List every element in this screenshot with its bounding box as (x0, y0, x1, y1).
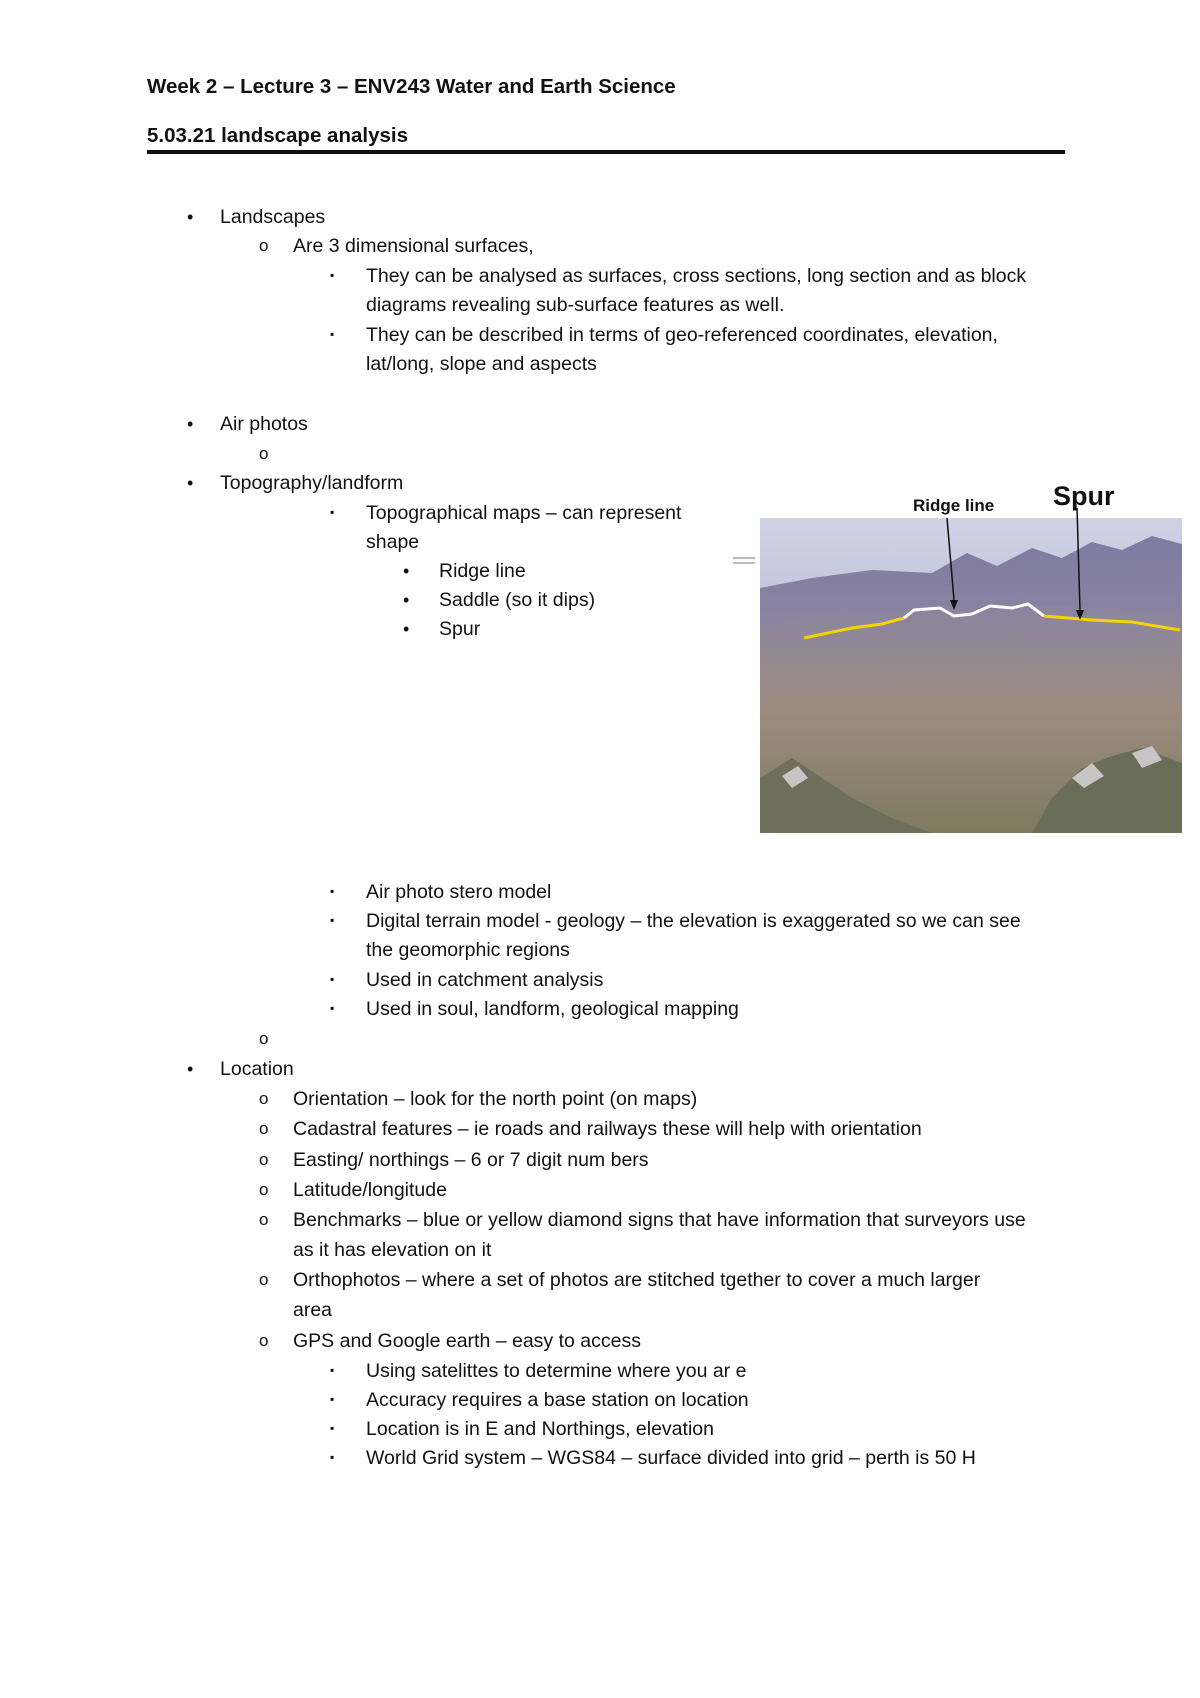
bullet-level3: ▪ (330, 1421, 335, 1435)
figure-label-ridge-line: Ridge line (913, 496, 995, 515)
location-label: Location (220, 1058, 294, 1080)
bullet-level2: o (259, 236, 269, 255)
loc-easting: Easting/ northings – 6 or 7 digit num bers (293, 1149, 649, 1171)
landscapes-point2-line2: lat/long, slope and aspects (366, 353, 597, 375)
bullet-level1: • (187, 1059, 194, 1079)
loc-gps: GPS and Google earth – easy to access (293, 1330, 641, 1352)
bullet-level3: ▪ (330, 1001, 335, 1015)
topo-maps-line2: shape (366, 531, 420, 553)
bullet-level2-empty: o (259, 1029, 269, 1048)
landscapes-point1-line1: They can be analysed as surfaces, cross sections, long section and as block (366, 265, 1027, 287)
bullet-level2: o (259, 1180, 269, 1199)
figure-label-spur: Spur (1053, 481, 1115, 511)
topo-mapping: Used in soul, landform, geological mapping (366, 998, 739, 1020)
gps-point-accuracy: Accuracy requires a base station on location (366, 1389, 749, 1411)
bullet-level2: o (259, 1210, 269, 1229)
topo-maps-line1: Topographical maps – can represent (366, 502, 682, 524)
bullet-level2: o (259, 1270, 269, 1289)
topo-dtm-line2: the geomorphic regions (366, 939, 570, 961)
loc-orientation: Orientation – look for the north point (on maps) (293, 1088, 698, 1110)
bullet-level2-empty: o (259, 444, 269, 463)
page-subtitle: 5.03.21 landscape analysis (147, 124, 408, 147)
gps-point-satellites: Using satelittes to determine where you ar e (366, 1360, 747, 1382)
bullet-level3: ▪ (330, 1363, 335, 1377)
air-photos-label: Air photos (220, 413, 308, 435)
bullet-level4: • (403, 619, 410, 639)
title-rule (147, 150, 1065, 154)
bullet-level3: ▪ (330, 327, 335, 341)
bullet-level1: • (187, 473, 194, 493)
bullet-level3: ▪ (330, 913, 335, 927)
loc-bench-line2: as it has elevation on it (293, 1239, 492, 1261)
topography-label: Topography/landform (220, 472, 404, 494)
bullet-level3: ▪ (330, 972, 335, 986)
landscapes-point2-line1: They can be described in terms of geo-referenced coordinates, elevation, (366, 324, 998, 346)
loc-ortho-line1: Orthophotos – where a set of photos are stitched tgether to cover a much larger (293, 1269, 981, 1291)
bullet-level2: o (259, 1331, 269, 1350)
loc-latlong: Latitude/longitude (293, 1179, 447, 1201)
loc-cadastral: Cadastral features – ie roads and railways these will help with orientation (293, 1118, 922, 1140)
bullet-level3: ▪ (330, 268, 335, 282)
shape-ridge-line: Ridge line (439, 560, 526, 582)
landscapes-sub1: Are 3 dimensional surfaces, (293, 235, 534, 257)
loc-bench-line1: Benchmarks – blue or yellow diamond signs that have information that surveyors use (293, 1209, 1026, 1231)
shape-spur: Spur (439, 618, 481, 640)
loc-ortho-line2: area (293, 1299, 333, 1321)
topo-stereo: Air photo stero model (366, 881, 552, 903)
bullet-level4: • (403, 561, 410, 581)
bullet-level1: • (187, 414, 194, 434)
topo-dtm-line1: Digital terrain model - geology – the elevation is exaggerated so we can see (366, 910, 1021, 932)
bullet-level2: o (259, 1150, 269, 1169)
gps-point-location: Location is in E and Northings, elevation (366, 1418, 714, 1440)
page-title: Week 2 – Lecture 3 – ENV243 Water and Earth Science (147, 75, 676, 98)
bullet-level3: ▪ (330, 1392, 335, 1406)
bullet-level4: • (403, 590, 410, 610)
bullet-level2: o (259, 1119, 269, 1138)
landscapes-label: Landscapes (220, 206, 326, 228)
landscape-photo (732, 478, 1182, 833)
bullet-level2: o (259, 1089, 269, 1108)
bullet-level3: ▪ (330, 1450, 335, 1464)
bullet-level1: • (187, 207, 194, 227)
topo-catchment: Used in catchment analysis (366, 969, 604, 991)
gps-point-wgs84: World Grid system – WGS84 – surface divided into grid – perth is 50 H (366, 1447, 976, 1469)
shape-saddle: Saddle (so it dips) (439, 589, 596, 611)
bullet-level3: ▪ (330, 884, 335, 898)
bullet-level3: ▪ (330, 505, 335, 519)
landscapes-point1-line2: diagrams revealing sub-surface features as well. (366, 294, 785, 316)
